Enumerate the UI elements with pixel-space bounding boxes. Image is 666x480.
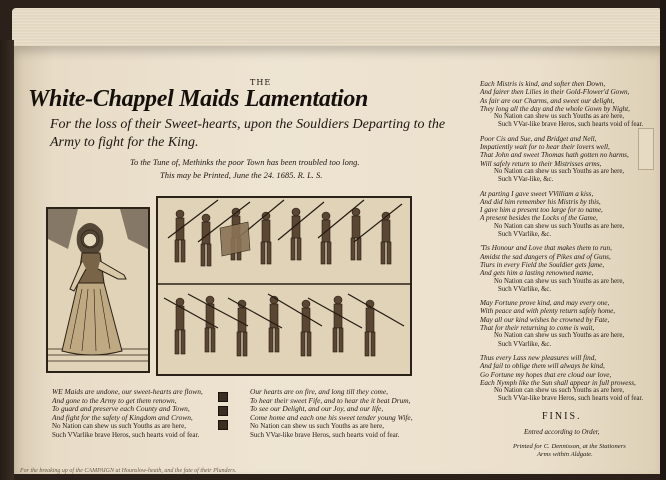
next-page-caption: For the breaking up of the CAMPAIGN at Hounslow-heath, and the fate of their Plunders.	[20, 468, 237, 474]
refrain-line: No Nation can shew us such Youths as are here,	[494, 387, 625, 395]
verse-line: As fair are our Charms, and sweet our delight,	[480, 96, 615, 105]
ballad-subtitle: For the loss of their Sweet-hearts, upon the Souldiers Departing to the Army to fight for the King.	[50, 117, 446, 150]
verse-line: At parting I gave sweet VVilliam a kiss,	[480, 189, 594, 198]
verse-stanza-6	[480, 244, 662, 294]
imprint-line: Arms within Aldgate.	[537, 451, 593, 458]
refrain-line: Such VVarlike, &c.	[498, 340, 552, 348]
verse-line: And fail to oblige them will always be kind,	[480, 362, 605, 371]
verse-line: To hear their sweet Fife, and to hear the it beat Drum,	[250, 395, 411, 405]
verse-line: And gone to the Army to get them renown,	[52, 395, 177, 405]
refrain-line: No Nation can shew us such Youths as are here,	[52, 422, 186, 431]
verse-line: Poor Cis and Sue, and Bridget and Nell,	[480, 134, 597, 143]
verse-line: A present besides the Locks of the Game,	[480, 214, 598, 223]
woodcut-soldiers-illustration	[156, 196, 412, 376]
verse-line: Amidst the sad dangers of Pikes and of Guns,	[480, 252, 611, 261]
page-tab-marker	[638, 128, 654, 170]
verse-line: With peace and with plenty return safely home,	[480, 307, 616, 316]
verse-line: To guard and preserve each County and Town,	[52, 404, 190, 414]
refrain-line: Such VVarlike, &c.	[498, 285, 552, 293]
refrain-line: Such VVar-like, &c.	[498, 176, 554, 184]
verse-line: Tiurs in every Field the Souldier gets fame,	[480, 260, 605, 269]
book-right-edge	[660, 0, 666, 480]
refrain-line: Such VVar-like brave Heros, such hearts void of fear.	[250, 430, 400, 439]
verse-line: And gets him a lasting renowned name,	[480, 269, 594, 278]
verse-stanza-2	[250, 388, 413, 440]
verse-line: Will safely return to their Mistrisses arms,	[480, 159, 602, 168]
verse-line: May Fortune prove kind, and may every one,	[480, 299, 610, 308]
verse-line: They long all the day and the whole Gown by Night,	[480, 104, 630, 113]
verse-line: And fight for the safety of Kingdom and Crown,	[52, 412, 193, 422]
refrain-line: No Nation can shew us such Youths as are here,	[250, 422, 384, 431]
refrain-line: No Nation can shew us such Youths as are here,	[494, 113, 625, 121]
fleuron-ornament-icon	[218, 392, 228, 402]
refrain-line: Such VVarlike, &c.	[498, 231, 552, 239]
verse-line: That John and sweet Thomas hath gotten no harms,	[480, 151, 629, 160]
verse-line: Go Fortune my hopes that ere cloud our love,	[480, 370, 612, 379]
right-verse-column	[480, 80, 662, 409]
woodcut-soldiers-icon	[158, 198, 410, 374]
tune-line: To the Tune of, Methinks the poor Town has been troubled too long.	[130, 157, 360, 167]
entered-note: Entred according to Order,	[524, 428, 600, 436]
imprint	[513, 443, 626, 459]
verse-stanza-7	[480, 299, 662, 349]
verse-stanza-4	[480, 135, 662, 185]
verse-line: Impatiently wait for to hear their lovers well,	[480, 143, 610, 152]
imprint-line: Printed for C. Dennisson, at the Stationers	[513, 443, 626, 450]
refrain-line: No Nation can shew us such Youths as are here,	[494, 222, 625, 230]
refrain-line: Such VVar-like brave Heros, such hearts void of fear.	[498, 121, 644, 129]
verse-stanza-8	[480, 354, 662, 404]
refrain-line: No Nation can shew us such Youths as are here,	[494, 167, 625, 175]
verse-line: Each Mistris is kind, and softer then Down,	[480, 80, 606, 88]
woodcut-lady-illustration	[46, 207, 150, 373]
verse-line: Our hearts are on fire, and long till they come,	[250, 387, 389, 396]
verse-line: I gave him a present too large for to name,	[480, 206, 603, 215]
woodcut-lady-icon	[48, 209, 148, 371]
license-line: This may be Printed, June the 24. 1685. R. L. S.	[160, 170, 323, 180]
verse-line: And fairer then Lilies in their Gold-Flower'd Gown,	[480, 88, 630, 97]
verse-line: And did him remember his Mistris by this,	[480, 197, 601, 206]
verse-stanza-5	[480, 190, 662, 240]
verse-line: WE Maids are undone, our sweet-hearts are flown,	[52, 387, 203, 396]
ballad-title: White-Chappel Maids Lamentation	[28, 86, 369, 112]
verse-line: May all our kind wishes be crowned by Fate,	[480, 315, 610, 324]
verse-line: Each Nymph like the Sun shall appear in full prowess,	[480, 378, 636, 387]
fleuron-ornament-icon	[218, 420, 228, 430]
refrain-line: Such VVar-like brave Heros, such hearts void of fear.	[498, 395, 644, 403]
verse-stanza-1	[52, 388, 203, 440]
book-left-cover	[0, 40, 14, 480]
fleuron-ornament-icon	[218, 406, 228, 416]
finis-label: FINIS.	[542, 411, 582, 422]
refrain-line: No Nation can shew us such Youths as are here,	[494, 332, 625, 340]
verse-line: Come home and each one his sweet tender young Wife,	[250, 412, 413, 422]
verse-line: 'Tis Honour and Love that makes them to run,	[480, 244, 612, 253]
refrain-line: Such VVarlike brave Heros, such hearts void of fear.	[52, 430, 200, 439]
verse-line: That for their returning to come is wait,	[480, 324, 595, 333]
verse-stanza-3	[480, 80, 662, 130]
pre-title: THE	[250, 78, 272, 87]
verse-line: To see our Delight, and our Joy, and our life,	[250, 404, 384, 414]
refrain-line: No Nation can shew us such Youths as are here,	[494, 277, 625, 285]
verse-line: Thus every Lass new pleasures will find,	[480, 353, 597, 362]
